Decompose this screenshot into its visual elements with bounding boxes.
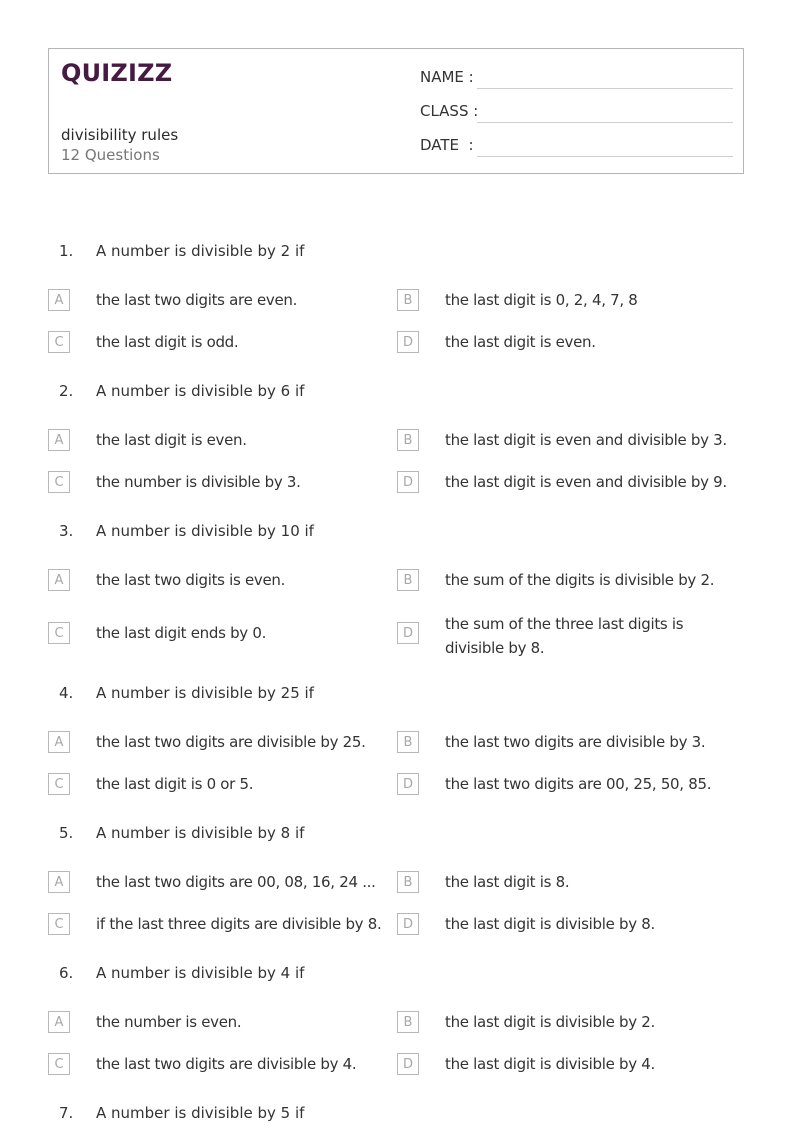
question-text: A number is divisible by 25 if — [96, 684, 314, 702]
question-text: A number is divisible by 2 if — [96, 242, 305, 260]
option-text: the last digit is divisible by 2. — [445, 1013, 655, 1031]
option-text: the number is even. — [96, 1013, 242, 1031]
option-text: the last digit is 8. — [445, 873, 570, 891]
option-b[interactable] — [397, 289, 737, 313]
name-field — [420, 68, 733, 90]
option-text: the last digit is 0 or 5. — [96, 775, 254, 793]
option-letter-box[interactable]: A — [48, 569, 70, 591]
option-a[interactable] — [48, 289, 388, 313]
question — [0, 824, 794, 848]
name-line[interactable] — [477, 88, 733, 89]
option-letter-box[interactable]: D — [397, 471, 419, 493]
class-label: CLASS : — [420, 102, 479, 120]
option-c[interactable] — [48, 622, 388, 646]
option-c[interactable] — [48, 471, 388, 495]
option-text: the last two digits are 00, 08, 16, 24 ... — [96, 873, 376, 891]
option-text: the last digit is even and divisible by 3. — [445, 431, 727, 449]
option-letter-box[interactable]: C — [48, 1053, 70, 1075]
option-a[interactable] — [48, 871, 388, 895]
question-number: 4. — [59, 684, 74, 702]
option-d[interactable] — [397, 773, 737, 797]
option-d[interactable] — [397, 615, 737, 657]
option-letter-box[interactable]: A — [48, 289, 70, 311]
option-text: the last two digits are divisible by 4. — [96, 1055, 357, 1073]
option-letter-box[interactable]: D — [397, 773, 419, 795]
question — [0, 964, 794, 988]
option-a[interactable] — [48, 429, 388, 453]
option-letter-box[interactable]: A — [48, 429, 70, 451]
option-b[interactable] — [397, 1011, 737, 1035]
question-number: 6. — [59, 964, 74, 982]
question-text: A number is divisible by 10 if — [96, 522, 314, 540]
worksheet-header — [48, 48, 744, 174]
option-c[interactable] — [48, 1053, 388, 1077]
option-b[interactable] — [397, 569, 737, 593]
question-number: 5. — [59, 824, 74, 842]
option-letter-box[interactable]: C — [48, 622, 70, 644]
worksheet-title: divisibility rules — [61, 126, 179, 144]
class-field — [420, 102, 733, 124]
option-letter-box[interactable]: D — [397, 331, 419, 353]
option-letter-box[interactable]: C — [48, 773, 70, 795]
class-line[interactable] — [477, 122, 733, 123]
option-text: the last digit is 0, 2, 4, 7, 8 — [445, 291, 638, 309]
question — [0, 242, 794, 266]
option-text: the last digit is even and divisible by 9. — [445, 473, 727, 491]
option-b[interactable] — [397, 731, 737, 755]
option-a[interactable] — [48, 731, 388, 755]
option-b[interactable] — [397, 429, 737, 453]
option-text: the last digit is divisible by 4. — [445, 1055, 655, 1073]
question-text: A number is divisible by 4 if — [96, 964, 305, 982]
option-d[interactable] — [397, 913, 737, 937]
option-text: the last two digits is even. — [96, 571, 286, 589]
question-number: 1. — [59, 242, 74, 260]
option-text: if the last three digits are divisible by 8. — [96, 915, 382, 933]
question — [0, 522, 794, 546]
question-text: A number is divisible by 8 if — [96, 824, 305, 842]
question-count: 12 Questions — [61, 146, 160, 164]
option-text: the last digit ends by 0. — [96, 624, 267, 642]
option-c[interactable] — [48, 773, 388, 797]
option-letter-box[interactable]: C — [48, 471, 70, 493]
option-letter-box[interactable]: B — [397, 569, 419, 591]
option-text: the sum of the three last digits is divisible by 8. — [445, 615, 684, 657]
option-b[interactable] — [397, 871, 737, 895]
option-letter-box[interactable]: A — [48, 871, 70, 893]
option-a[interactable] — [48, 1011, 388, 1035]
option-text: the last digit is divisible by 8. — [445, 915, 655, 933]
question-number: 2. — [59, 382, 74, 400]
option-letter-box[interactable]: B — [397, 731, 419, 753]
option-letter-box[interactable]: C — [48, 331, 70, 353]
option-d[interactable] — [397, 331, 737, 355]
option-c[interactable] — [48, 331, 388, 355]
question — [0, 684, 794, 708]
question-number: 3. — [59, 522, 74, 540]
date-label: DATE : — [420, 136, 474, 154]
option-letter-box[interactable]: B — [397, 1011, 419, 1033]
date-field — [420, 136, 733, 158]
question-text: A number is divisible by 5 if — [96, 1104, 305, 1122]
option-text: the number is divisible by 3. — [96, 473, 301, 491]
option-letter-box[interactable]: D — [397, 913, 419, 935]
option-letter-box[interactable]: B — [397, 289, 419, 311]
option-text: the last digit is even. — [445, 333, 596, 351]
option-text: the last digit is odd. — [96, 333, 239, 351]
option-text: the last two digits are 00, 25, 50, 85. — [445, 775, 712, 793]
option-text: the sum of the digits is divisible by 2. — [445, 571, 715, 589]
option-letter-box[interactable]: D — [397, 1053, 419, 1075]
date-line[interactable] — [477, 156, 733, 157]
question — [0, 382, 794, 406]
option-text: the last digit is even. — [96, 431, 247, 449]
question — [0, 1104, 794, 1128]
option-letter-box[interactable]: B — [397, 429, 419, 451]
option-text: the last two digits are divisible by 3. — [445, 733, 706, 751]
quizizz-logo: QUIZIZZ — [61, 59, 173, 87]
option-d[interactable] — [397, 471, 737, 495]
option-c[interactable] — [48, 913, 388, 937]
option-letter-box[interactable]: D — [397, 622, 419, 644]
option-d[interactable] — [397, 1053, 737, 1077]
option-letter-box[interactable]: A — [48, 1011, 70, 1033]
option-text: the last two digits are divisible by 25. — [96, 733, 366, 751]
question-text: A number is divisible by 6 if — [96, 382, 305, 400]
option-text: the last two digits are even. — [96, 291, 298, 309]
option-a[interactable] — [48, 569, 388, 593]
option-letter-box[interactable]: A — [48, 731, 70, 753]
option-letter-box[interactable]: B — [397, 871, 419, 893]
option-letter-box[interactable]: C — [48, 913, 70, 935]
question-number: 7. — [59, 1104, 74, 1122]
name-label: NAME : — [420, 68, 474, 86]
